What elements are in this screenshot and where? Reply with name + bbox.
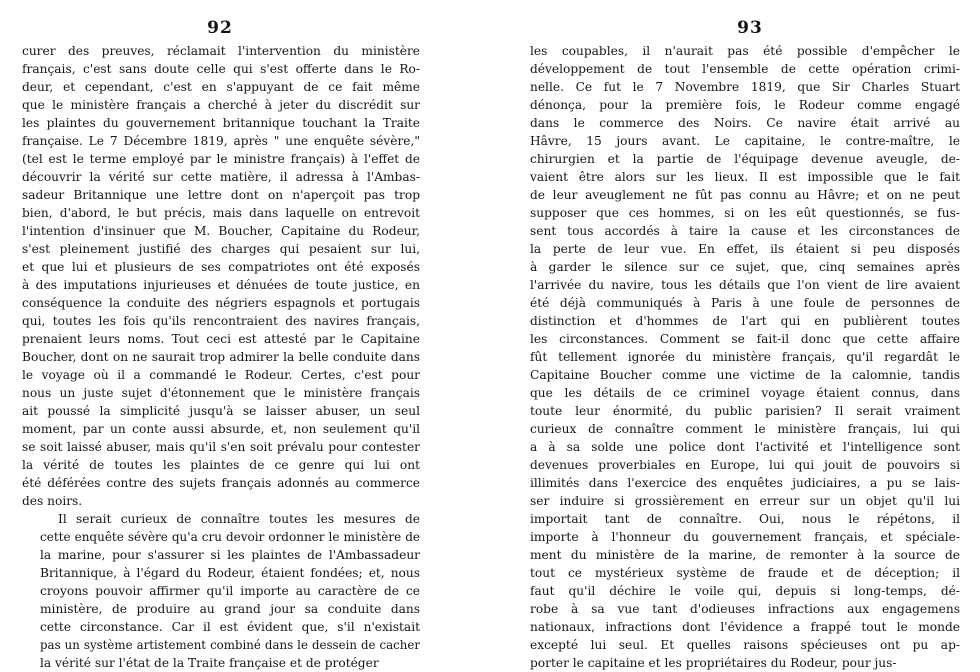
text-line: illimités dans l'exercice des enquêtes judiciaires, a pu se lais-	[530, 476, 960, 490]
text-line: faut qu'il déchire le voile qui, depuis si long-temps, dé-	[530, 584, 960, 598]
text-line: à garder le silence sur ce sujet, que, cinq semaines après	[530, 260, 960, 274]
text-line: sadeur Britannique une lettre dont on n'aperçoit pas trop	[22, 188, 420, 202]
text-line: cette enquête sévère qu'a cru devoir ordonner le ministère de	[40, 530, 420, 544]
text-line: conséquence la conduite des négriers espagnols et portugais	[22, 296, 420, 310]
text-line: de leur aveuglement ne fût pas connu au Hâvre; et on ne peut	[530, 188, 960, 202]
text-line: a à sa solde une police dont l'activité et l'intelligence sont	[530, 440, 960, 454]
text-line: la marine, pour s'assurer si les plaintes de l'Ambassadeur	[40, 548, 420, 562]
text-line: fût tellement ignorée du ministère français, qu'il regardât le	[530, 350, 960, 364]
text-line: les coupables, il n'aurait pas été possible d'empêcher le	[530, 44, 960, 58]
text-line: l'arrivée du navire, tous les détails que l'on vient de lire avaient	[530, 278, 960, 292]
text-line: s'est pleinement justifié des charges qui pesaient sur lui,	[22, 242, 420, 256]
text-line: vaient être alors sur les lieux. Il est impossible que le fait	[530, 170, 960, 184]
text-line: Boucher, dont on ne saurait trop admirer la belle conduite dans	[22, 350, 420, 364]
text-line: curieux de connaître comment le ministère français, lui qui	[530, 422, 960, 436]
text-line: ment du ministère de la marine, de remonter à la source de	[530, 548, 960, 562]
text-line: ministère, de produire au grand jour sa conduite dans	[40, 602, 420, 616]
page-number-left: 92	[207, 18, 233, 38]
text-line: les plaintes du gouvernement britannique touchant la Traite	[22, 116, 420, 130]
text-line: nous un juste sujet d'étonnement que le ministère français	[22, 386, 420, 400]
text-line: excepté lui seul. Et quelles raisons spécieuses ont pu ap-	[530, 638, 960, 652]
right-page	[490, 0, 980, 670]
text-line: porter le capitaine et les propriétaires du Rodeur, pour jus-	[530, 656, 897, 670]
text-line: Hâvre, 15 jours avant. Le capitaine, le contre-maître, le	[530, 134, 960, 148]
text-line: (tel est le terme employé par le ministre français) à l'effet de	[22, 152, 420, 166]
text-line: le voyage où il a commandé le Rodeur. Certes, c'est pour	[22, 368, 420, 382]
text-line: cette circonstance. Car il est évident que, s'il n'existait	[40, 620, 420, 634]
text-line: française. Le 7 Décembre 1819, après " une enquête sévère,"	[22, 134, 420, 148]
left-page-text	[22, 42, 420, 672]
text-line: tout ce mystérieux système de fraude et de déception; il	[530, 566, 960, 580]
text-line: devenues proverbiales en Europe, lui qui jouit de pouvoirs si	[530, 458, 960, 472]
text-line: des noirs.	[22, 494, 83, 508]
text-line: moment, par un conte aussi absurde, et, non seulement qu'il	[22, 422, 420, 436]
text-line: qui, toutes les fois qu'ils rencontraient des navires français,	[22, 314, 420, 328]
text-line: la vérité de toutes les plaintes de ce genre qui lui ont	[22, 458, 420, 472]
text-line: la vérité sur l'état de la Traite française et de protéger	[40, 656, 379, 670]
text-line: Britannique, à l'égard du Rodeur, étaient fondées; et, nous	[40, 566, 420, 580]
text-line: à des imputations injurieuses et dénuées de toute justice, en	[22, 278, 420, 292]
left-page	[0, 0, 490, 670]
text-line: distinction et d'hommes de l'art qui en publièrent toutes	[530, 314, 960, 328]
text-line: Il serait curieux de connaître toutes les mesures de	[58, 512, 420, 526]
text-line: que les détails de ce criminel voyage étaient connus, dans	[530, 386, 960, 400]
text-line: ait poussé la simplicité jusqu'à se laisser abuser, un seul	[22, 404, 420, 418]
text-line: ser induire si grossièrement en erreur sur un objet qu'il lui	[530, 494, 960, 508]
text-line: été déjà communiqués à Paris à une foule de personnes de	[530, 296, 960, 310]
text-line: chirurgien et la partie de l'équipage devenue aveugle, de-	[530, 152, 960, 166]
text-line: sent tous accordés à taire la cause et les circonstances de	[530, 224, 960, 238]
text-line: importe à l'honneur du gouvernement français, et spéciale-	[530, 530, 960, 544]
text-line: la perte de leur vue. En effet, ils étaient si peu disposés	[530, 242, 960, 256]
text-line: développement de tout l'ensemble de cette opération crimi-	[530, 62, 960, 76]
text-line: se soit laissé abuser, mais qu'il s'en soit prévalu pour contester	[22, 440, 420, 454]
text-line: croyons pouvoir affirmer qu'il importe au caractère de ce	[40, 584, 420, 598]
paragraph	[22, 510, 420, 672]
text-line: robe à sa vue tant d'odieuses infractions aux engagemens	[530, 602, 960, 616]
text-line: prenaient leurs noms. Tout ceci est attesté par le Capitaine	[22, 332, 420, 346]
paragraph	[530, 42, 960, 672]
text-line: et que lui et plusieurs de ses compatriotes ont été exposés	[22, 260, 420, 274]
text-line: été déférées contre des sujets français adonnés au commerce	[22, 476, 420, 490]
text-line: toute leur énormité, du public parisien? Il serait vraiment	[530, 404, 960, 418]
text-line: supposer que ces hommes, si on les eût questionnés, se fus-	[530, 206, 960, 220]
text-line: les circonstances. Comment se fait-il donc que cette affaire	[530, 332, 960, 346]
paragraph	[22, 42, 420, 510]
text-line: nelle. Ce fut le 7 Novembre 1819, que Sir Charles Stuart	[530, 80, 960, 94]
text-line: nationaux, infractions dont l'évidence a frappé tout le monde	[530, 620, 960, 634]
text-line: deur, et cependant, c'est en s'appuyant de ce fait même	[22, 80, 420, 94]
text-line: dans le commerce des Noirs. Ce navire était arrivé au	[530, 116, 960, 130]
text-line: importait tant de connaître. Oui, nous le répétons, il	[530, 512, 960, 526]
text-line: découvrir la vérité sur cette matière, il adressa à l'Ambas-	[22, 170, 420, 184]
text-line: dénonça, pour la première fois, le Rodeur comme engagé	[530, 98, 960, 112]
page-number-right: 93	[737, 18, 763, 38]
text-line: français, c'est sans doute celle qui s'est offerte dans le Ro-	[22, 62, 420, 76]
text-line: bien, d'abord, le but précis, mais dans laquelle on entrevoit	[22, 206, 420, 220]
text-line: curer des preuves, réclamait l'intervention du ministère	[22, 44, 420, 58]
text-line: pas un système artistement combiné dans le dessein de cacher	[40, 638, 420, 652]
right-page-text	[530, 42, 960, 672]
text-line: que le ministère français a cherché à jeter du discrédit sur	[22, 98, 420, 112]
text-line: Capitaine Boucher comme une victime de la calomnie, tandis	[530, 368, 960, 382]
text-line: l'intention d'insinuer que M. Boucher, Capitaine du Rodeur,	[22, 224, 420, 238]
